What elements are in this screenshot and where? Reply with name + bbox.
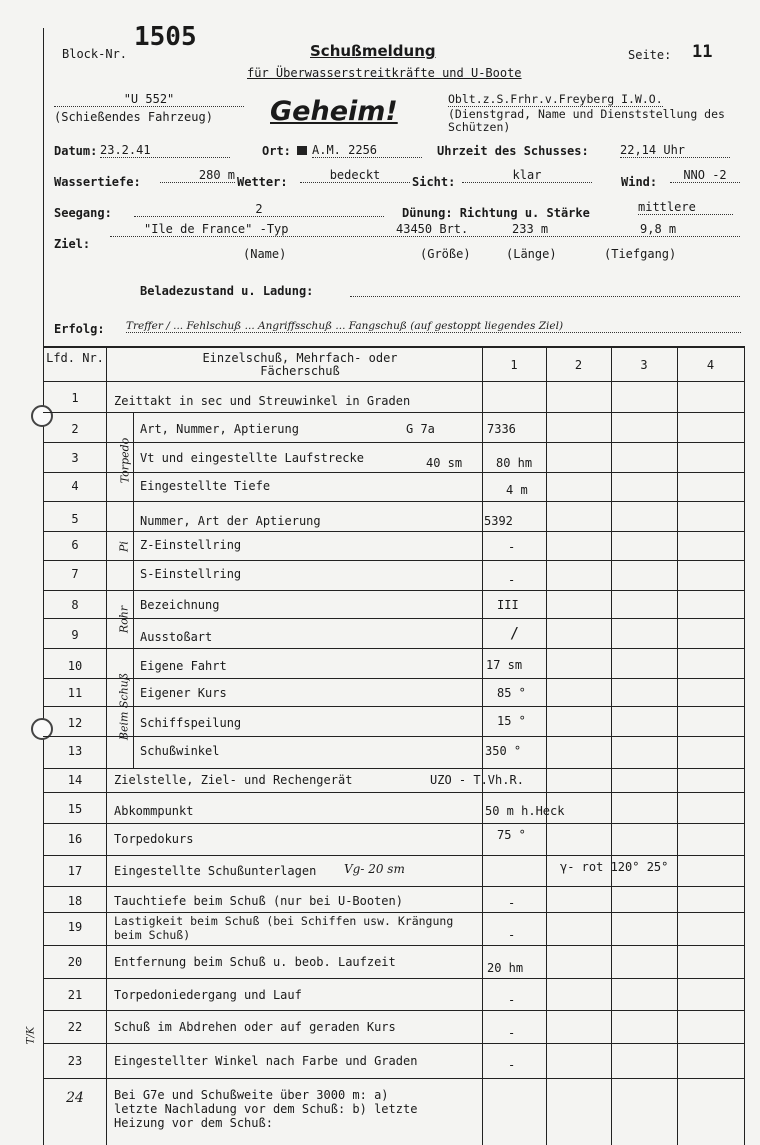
row-value-1: 80 hm <box>496 456 533 470</box>
table-top-border <box>43 346 745 348</box>
row-label: Bei G7e und Schußweite über 3000 m: a) letzte Nachladung vor dem Schuß: b) letzte Heizung vor dem Schuß: <box>114 1088 418 1130</box>
ziel-tiefgang: 9,8 m <box>640 222 677 236</box>
seegang-label: Seegang: <box>54 206 112 220</box>
ziel-name: "Ile de France" -Typ <box>144 222 289 236</box>
row-value-1: 85 ° <box>497 686 526 700</box>
row-label: S-Einstellring <box>140 567 242 581</box>
col-header-lfd: Lfd. Nr. <box>46 351 104 365</box>
row-label: Vt und eingestellte Laufstrecke <box>140 451 364 465</box>
row-value-1: 50 m h.Heck <box>485 804 565 818</box>
row-value-1: 20 hm <box>487 961 524 975</box>
wassertiefe-value: 280 m <box>160 168 235 183</box>
row-label: Ausstoßart <box>140 630 213 644</box>
row-number: 22 <box>67 1020 83 1034</box>
row-value-1: III <box>497 598 519 612</box>
row-value-1: 350 ° <box>485 744 522 758</box>
wetter-label: Wetter: <box>237 175 288 189</box>
row-value-1: 17 sm <box>486 658 523 672</box>
checkbox-icon <box>297 146 307 155</box>
row-number: 24 <box>66 1090 84 1106</box>
row-number: 10 <box>67 659 83 673</box>
row-label: Eingestellte Tiefe <box>140 479 271 493</box>
row-value-1: 7336 <box>487 422 516 436</box>
sicht-value: klar <box>462 168 592 183</box>
row-value-1: - <box>508 573 516 587</box>
ziel-groesse: 43450 Brt. <box>396 222 469 236</box>
section-pi: Pi <box>117 541 131 552</box>
row-number: 4 <box>71 479 79 493</box>
ort-value: A.M. 2256 <box>312 143 422 158</box>
row-value-1: - <box>508 896 516 910</box>
margin-note: T/K <box>25 1026 37 1045</box>
row-number: 7 <box>71 567 79 581</box>
col-header-1: 1 <box>510 358 518 372</box>
row-value-1: - <box>508 540 516 554</box>
row-value-1: - <box>508 1026 516 1040</box>
row-label: Art, Nummer, Aptierung <box>140 422 299 436</box>
row-number: 8 <box>71 598 79 612</box>
row-number: 15 <box>67 802 83 816</box>
row-number: 11 <box>67 686 83 700</box>
page-number: 11 <box>692 42 713 62</box>
col-header-desc: Einzelschuß, Mehrfach- oder Fächerschuß <box>202 351 398 378</box>
row-label: Bezeichnung <box>140 598 220 612</box>
row-value-1: / <box>510 624 520 642</box>
row-inline-value: UZO - T.Vh.R. <box>430 773 524 787</box>
sicht-label: Sicht: <box>412 175 456 189</box>
row-label: Eigener Kurs <box>140 686 227 700</box>
row-label: Z-Einstellring <box>140 538 242 552</box>
row-label: Schuß im Abdrehen oder auf geraden Kurs <box>114 1020 396 1034</box>
wetter-value: bedeckt <box>300 168 410 183</box>
seegang-value: 2 <box>134 202 384 217</box>
row-value-1: - <box>508 1058 516 1072</box>
block-number: 1505 <box>134 22 197 52</box>
uhrzeit-label: Uhrzeit des Schusses: <box>437 144 589 158</box>
row-label: Eingestellte Schußunterlagen <box>114 864 317 878</box>
ziel-laenge: 233 m <box>512 222 549 236</box>
row-number: 17 <box>67 864 83 878</box>
row-label: Abkommpunkt <box>114 804 194 818</box>
section-rohr: Rohr <box>117 605 131 634</box>
secret-stamp: Geheim! <box>270 96 398 127</box>
row-number: 12 <box>67 716 83 730</box>
row-number: 21 <box>67 988 83 1002</box>
uhrzeit-value: 22,14 Uhr <box>620 143 730 158</box>
vessel-value: "U 552" <box>54 92 244 107</box>
row-number: 19 <box>67 920 83 934</box>
form-title: Schußmeldung <box>310 42 436 60</box>
row-number: 1 <box>71 391 79 405</box>
row-number: 23 <box>67 1054 83 1068</box>
datum-label: Datum: <box>54 144 98 158</box>
erfolg-label: Erfolg: <box>54 322 105 336</box>
row-value-1: - <box>508 993 516 1007</box>
section-torpedo: Torpedo <box>118 437 132 484</box>
vessel-caption: (Schießendes Fahrzeug) <box>54 110 213 124</box>
row-value-1: - <box>508 928 516 942</box>
duenung-label: Dünung: Richtung u. Stärke <box>402 206 590 220</box>
beladezustand-line <box>350 282 740 297</box>
row-label: Entfernung beim Schuß u. beob. Laufzeit <box>114 955 396 969</box>
ort-label: Ort: <box>262 144 291 158</box>
wassertiefe-label: Wassertiefe: <box>54 175 141 189</box>
row-inline-value: 40 sm <box>426 456 463 470</box>
row-number: 6 <box>71 538 79 552</box>
row-value-1: 4 m <box>506 483 528 497</box>
page-label: Seite: <box>628 48 672 62</box>
row-label: Schußwinkel <box>140 744 220 758</box>
caption-tiefgang: (Tiefgang) <box>604 247 677 261</box>
row-label: Eigene Fahrt <box>140 659 227 673</box>
row-label: Zielstelle, Ziel- und Rechengerät <box>114 773 353 787</box>
row-label: Lastigkeit beim Schuß (bei Schiffen usw. Krängung beim Schuß) <box>114 914 454 942</box>
ziel-label: Ziel: <box>54 237 91 251</box>
row-number: 16 <box>67 832 83 846</box>
col-header-2: 2 <box>574 358 583 372</box>
duenung-value: mittlere <box>638 200 733 215</box>
caption-laenge: (Länge) <box>506 247 557 261</box>
row-number: 9 <box>71 628 79 642</box>
form-subtitle: für Überwasserstreitkräfte und U-Boote <box>247 66 522 80</box>
caption-groesse: (Größe) <box>420 247 471 261</box>
row-value-1: 15 ° <box>497 714 526 728</box>
row-number: 14 <box>67 773 83 787</box>
row-number: 18 <box>67 894 83 908</box>
row-label: Torpedokurs <box>114 832 194 846</box>
wind-value: NNO -2 <box>670 168 740 183</box>
row-number: 3 <box>71 451 79 465</box>
officer-value: Oblt.z.S.Frhr.v.Freyberg I.W.O. <box>448 92 663 106</box>
datum-value: 23.2.41 <box>100 143 230 158</box>
row-label: Torpedoniedergang und Lauf <box>114 988 302 1002</box>
col-header-4: 4 <box>706 358 715 372</box>
row-label: Tauchtiefe beim Schuß (nur bei U-Booten) <box>114 894 403 908</box>
row-number: 13 <box>67 744 83 758</box>
block-label: Block-Nr. <box>62 47 128 61</box>
row-label: Zeittakt in sec und Streuwinkel in Graden <box>114 394 411 408</box>
row-label: Eingestellter Winkel nach Farbe und Graden <box>114 1054 418 1068</box>
wind-label: Wind: <box>621 175 658 189</box>
officer-caption: (Dienstgrad, Name und Dienststellung des Schützen) <box>448 107 725 134</box>
row-label: Nummer, Art der Aptierung <box>140 514 321 528</box>
row-inline-value: Vg- 20 sm <box>344 862 405 876</box>
row-number: 20 <box>67 955 83 969</box>
row-number: 5 <box>71 512 79 526</box>
section-beim-schuss: Beim Schuß <box>117 672 131 741</box>
row-value-1: 75 ° <box>497 828 526 842</box>
col-header-3: 3 <box>640 358 648 372</box>
row-label: Schiffspeilung <box>140 716 242 730</box>
beladezustand-label: Beladezustand u. Ladung: <box>140 284 314 298</box>
row-value-1: 5392 <box>484 514 513 528</box>
row-value-1: γ- rot 120° 25° <box>560 860 669 874</box>
erfolg-options: Treffer / ... Fehlschuß ... Angriffsschuß ... Fangschuß (auf gestoppt liegendes Ziel) <box>126 320 741 333</box>
row-number: 2 <box>71 422 79 436</box>
row-inline-value: G 7a <box>406 422 435 436</box>
caption-name: (Name) <box>243 247 287 261</box>
